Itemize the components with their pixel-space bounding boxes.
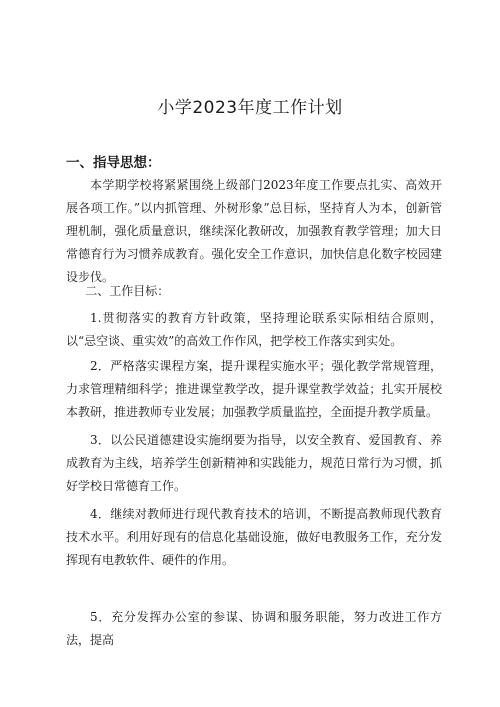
- section-heading-work-goals: 二、工作目标：: [85, 284, 170, 298]
- document-title: 小学2023年度工作计划: [157, 98, 343, 118]
- paragraph-goal-4: 4．继续对教师进行现代教育技术的培训，不断提高教师现代教育技术水平。利用好现有的信息化基础设施，做好电教服务工作，充分发挥现有电教软件、硬件的作用。: [66, 507, 442, 567]
- paragraph-goal-3: 3．以公民道德建设实施纲要为指导，以安全教育、爱国教育、养成教育为主线，培养学生创新精神和实践能力，规范日常行为习惯，抓好学校日常德育工作。: [66, 433, 442, 493]
- paragraph-goal-1: 1.贯彻落实的教育方针政策，坚持理论联系实际相结合原则，以“忌空谈、重实效”的高效工作作风，把学校工作落实到实处。: [66, 311, 442, 348]
- paragraph-goal-2: 2．严格落实课程方案，提升课程实施水平；强化教学常规管理，力求管理精细科学；推进课堂教学改，提升课堂教学效益；扎实开展校本教研，推进教师专业发展；加强教学质量监控，全面提升教学质量。: [66, 359, 442, 419]
- paragraph-intro: 本学期学校将紧紧围绕上级部门2023年度工作要点扎实、高效开展各项工作。”以内抓管理、外树形象”总目标，坚持育人为本，创新管理机制，强化质量意识，继续深化教研改，加强教育教学管理；加大日常德育行为习惯养成教育。强化安全工作意识，加快信息化数字校园建设步伐。: [66, 178, 442, 284]
- paragraph-goal-5: 5．充分发挥办公室的参谋、协调和服务职能，努力改进工作方法，提高: [66, 610, 442, 647]
- section-heading-guiding-ideology: 一、指导思想：: [66, 155, 161, 171]
